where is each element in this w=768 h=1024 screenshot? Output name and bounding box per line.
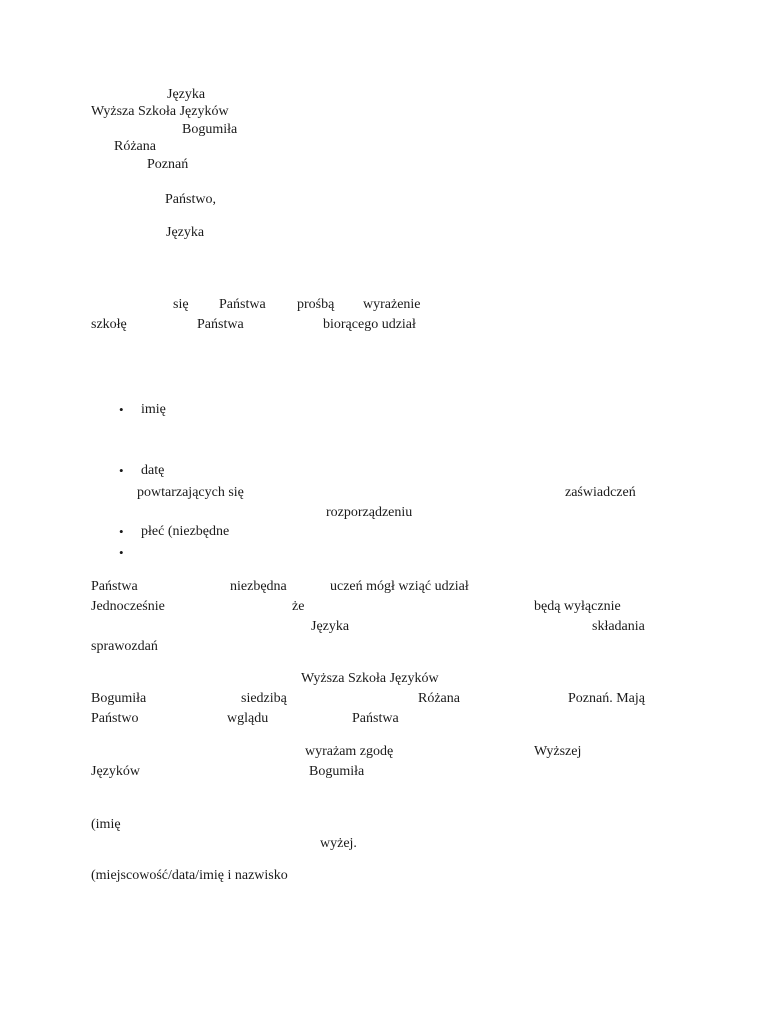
consent-word: Bogumiła bbox=[309, 764, 365, 779]
list-item-1: imię bbox=[141, 402, 166, 417]
para2-word: Jednocześnie bbox=[91, 599, 165, 614]
bullet-icon: • bbox=[119, 463, 124, 478]
para1-word: Państwa bbox=[197, 317, 244, 332]
para1-word: biorącego udział bbox=[323, 317, 416, 332]
bullet-icon: • bbox=[119, 524, 124, 539]
header-line-3: Bogumiła bbox=[182, 122, 238, 137]
header-line-2: Wyższa Szkoła Języków bbox=[91, 104, 229, 119]
para2-word: że bbox=[292, 599, 305, 614]
consent-word: wyrażam zgodę bbox=[305, 744, 394, 759]
consent-word: Języków bbox=[91, 764, 140, 779]
salutation: Państwo, bbox=[165, 192, 216, 207]
para3-word: Bogumiła bbox=[91, 691, 147, 706]
list-item-2-cont-right: zaświadczeń bbox=[565, 485, 636, 500]
para1-word: się bbox=[173, 297, 189, 312]
header-line-4: Różana bbox=[114, 139, 156, 154]
para2-word: składania bbox=[592, 619, 645, 634]
list-item-2-cont: powtarzających się bbox=[137, 485, 244, 500]
para3-word: Różana bbox=[418, 691, 460, 706]
bullet-icon: • bbox=[119, 402, 124, 417]
para2-word: Państwa bbox=[91, 579, 138, 594]
para3-word: Poznań. Mają bbox=[568, 691, 645, 706]
header-line-1: Języka bbox=[167, 87, 206, 102]
signature-placeholder-line: (miejscowość/data/imię i nazwisko bbox=[91, 868, 288, 883]
bullet-icon: • bbox=[119, 545, 124, 560]
list-item-3: płeć (niezbędne bbox=[141, 524, 230, 539]
header-line-5: Poznań bbox=[147, 157, 189, 172]
para2-word: Języka bbox=[311, 619, 350, 634]
list-item-2-cont2: rozporządzeniu bbox=[326, 505, 413, 520]
para2-word: sprawozdań bbox=[91, 639, 158, 654]
name-placeholder-line: (imię bbox=[91, 817, 121, 832]
para3-word: Państwo bbox=[91, 711, 139, 726]
para3-word: wglądu bbox=[227, 711, 269, 726]
para3-word: Wyższa Szkoła Języków bbox=[301, 671, 439, 686]
para1-word: szkołę bbox=[91, 317, 127, 332]
para1-word: wyrażenie bbox=[363, 297, 421, 312]
para2-word: uczeń mógł wziąć udział bbox=[330, 579, 469, 594]
para3-word: siedzibą bbox=[241, 691, 287, 706]
consent-word: Wyższej bbox=[534, 744, 582, 759]
above-line: wyżej. bbox=[320, 836, 357, 851]
list-item-2: datę bbox=[141, 463, 165, 478]
para3-word: Państwa bbox=[352, 711, 399, 726]
para1-word: prośbą bbox=[297, 297, 335, 312]
para2-word: niezbędna bbox=[230, 579, 287, 594]
para2-word: będą wyłącznie bbox=[534, 599, 621, 614]
para1-word: Państwa bbox=[219, 297, 266, 312]
subject-line: Języka bbox=[166, 225, 205, 240]
